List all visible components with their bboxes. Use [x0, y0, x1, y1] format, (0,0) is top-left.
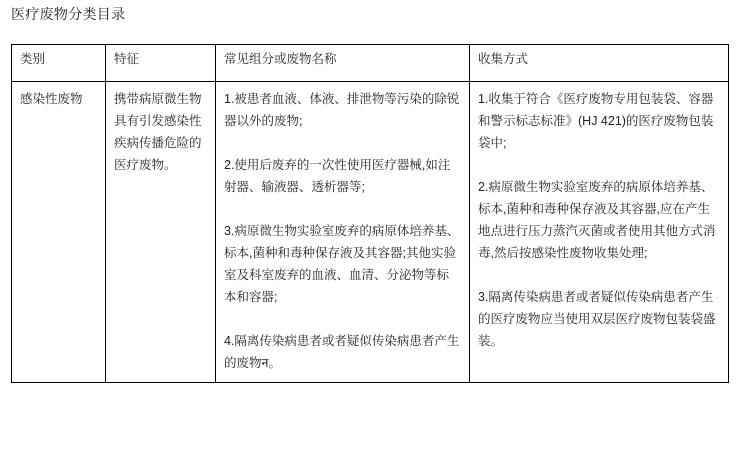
waste-classification-table — [11, 44, 729, 383]
cell-items — [216, 82, 470, 383]
items-paragraph: 2.使用后废弃的一次性使用医疗器械,如注射器、输液器、透析器等; — [224, 158, 451, 194]
items-paragraph: 4.隔离传染病患者或者疑似传染病患者产生的废物न。 — [224, 334, 460, 370]
items-paragraph: 1.被患者血液、体液、排泄物等污染的除锐器以外的废物; — [224, 92, 460, 128]
collection-paragraph: 1.收集于符合《医疗废物专用包装袋、容器和警示标志标准》(HJ 421)的医疗废物包装袋中; — [478, 92, 714, 150]
cell-category: 感染性废物 — [12, 82, 106, 383]
items-paragraph: 3.病原微生物实验室废弃的病原体培养基、标本,菌种和毒种保存液及其容器;其他实验室及科室废弃的血液、血清、分泌物等标本和容器; — [224, 224, 460, 304]
column-header-collection: 收集方式 — [470, 45, 729, 82]
column-header-category: 类别 — [12, 45, 106, 82]
collection-paragraph: 2.病原微生物实验室废弃的病原体培养基、标本,菌种和毒种保存液及其容器,应在产生地点进行压力蒸汽灭菌或者使用其他方式消毒,然后按感染性废物收集处理; — [478, 180, 716, 260]
table-header-row — [12, 45, 729, 82]
table-row — [12, 82, 729, 383]
column-header-feature: 特征 — [106, 45, 216, 82]
cell-collection — [470, 82, 729, 383]
waste-classification-table-wrapper — [11, 44, 728, 383]
table-body — [12, 82, 729, 383]
page-title: 医疗废物分类目录 — [11, 6, 126, 22]
cell-feature: 携带病原微生物具有引发感染性疾病传播危险的医疗废物。 — [106, 82, 216, 383]
table-header — [12, 45, 729, 82]
collection-paragraph: 3.隔离传染病患者或者疑似传染病患者产生的医疗废物应当使用双层医疗废物包装袋盛装。 — [478, 290, 716, 348]
column-header-items: 常见组分或废物名称 — [216, 45, 470, 82]
